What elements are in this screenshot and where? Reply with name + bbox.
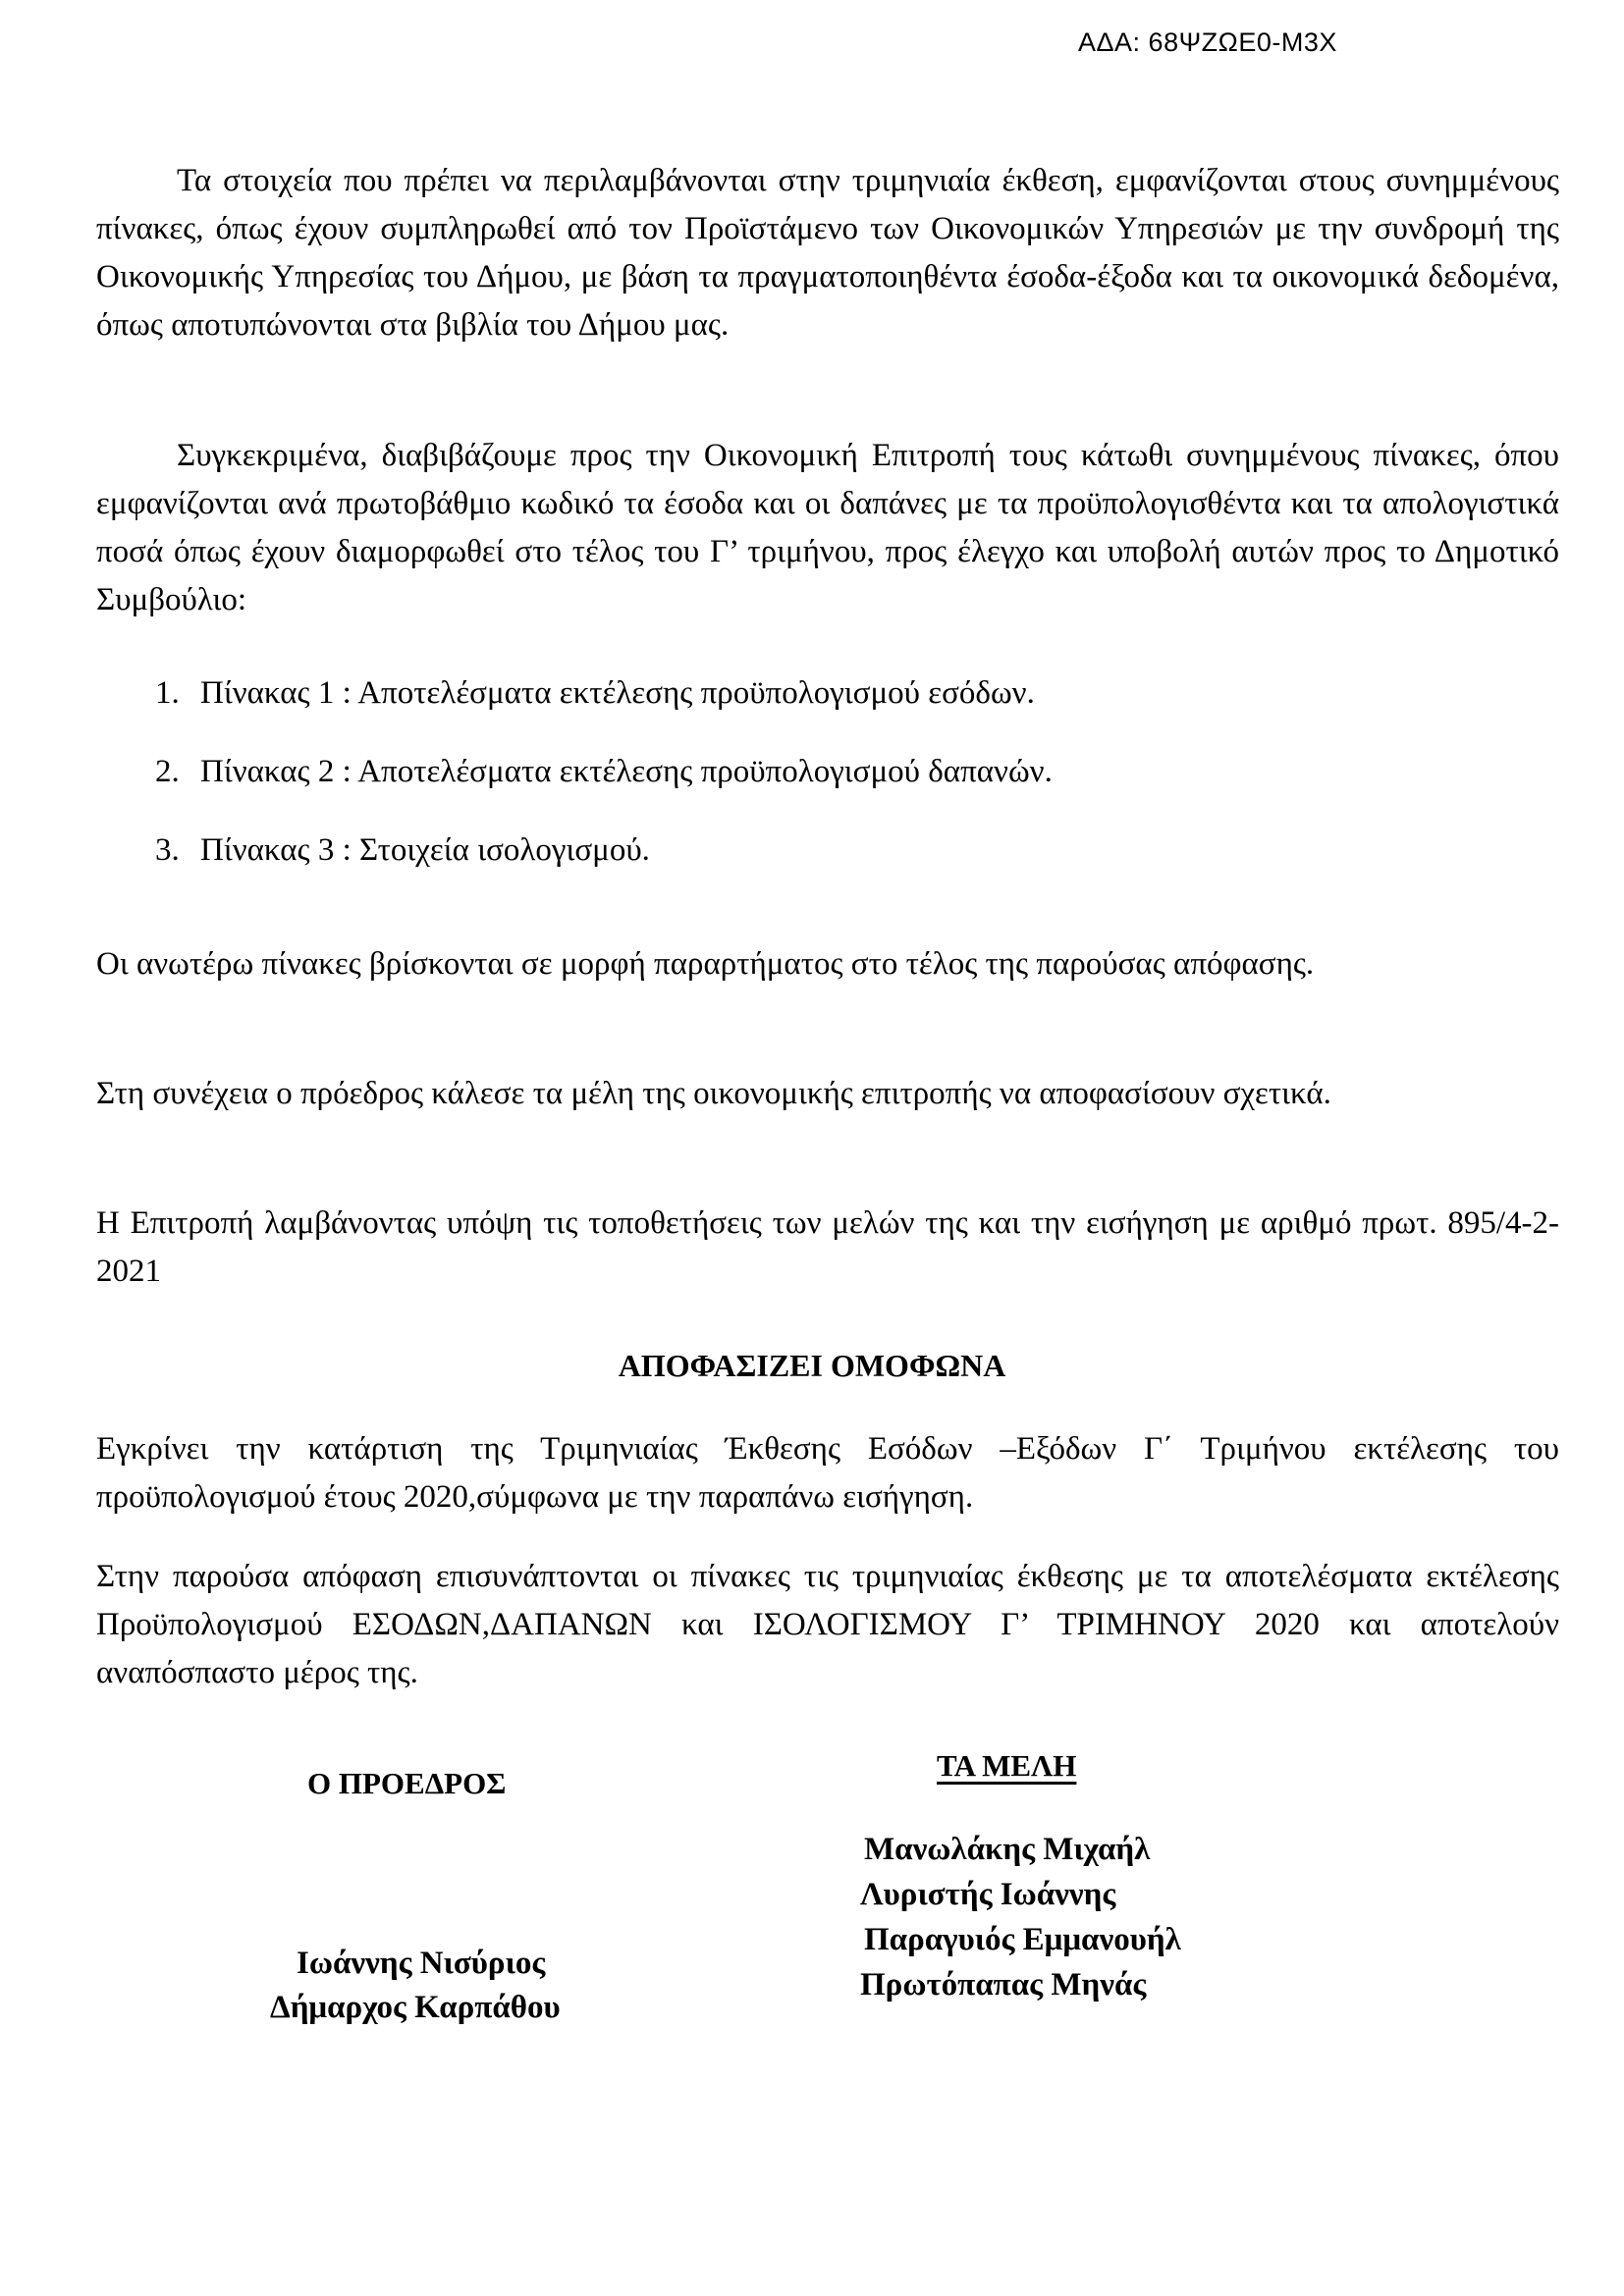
paragraph-attachments: Στην παρούσα απόφαση επισυνάπτονται οι πίνακες τις τριμηνιαίας έκθεσης με τα αποτελέσματα εκτέλεσης Προϋπολογισμού ΕΣΟΔΩΝ,ΔΑΠΑΝΩΝ και ΙΣΟΛΟΓΙΣΜΟΥ Γ’ ΤΡΙΜΗΝΟΥ 2020 και αποτελούν αναπόσπαστο μέρος της. (96, 1559, 1559, 1690)
list-item-text: Πίνακας 3 : Στοιχεία ισολογισμού. (200, 832, 650, 868)
list-item-number: 2. (155, 754, 180, 789)
list-item (155, 748, 1053, 827)
list-item-number: 1. (155, 675, 180, 711)
paragraph-appendix-note: Οι ανωτέρω πίνακες βρίσκονται σε μορφή παραρτήματος στο τέλος της παρούσας απόφασης. (96, 946, 1315, 982)
president-role: Δήμαρχος Καρπάθου (270, 1990, 561, 2025)
paragraph-approval: Εγκρίνει την κατάρτιση της Τριμηνιαίας Έκθεσης Εσόδων –Εξόδων Γ΄ Τριμήνου εκτέλεσης του προϋπολογισμού έτους 2020,σύμφωνα με την παραπάνω εισήγηση. (96, 1431, 1559, 1515)
list-item-text: Πίνακας 1 : Αποτελέσματα εκτέλεσης προϋπολογισμού εσόδων. (200, 675, 1035, 711)
paragraph-committee-considering: Η Επιτροπή λαμβάνοντας υπόψη τις τοποθετήσεις των μελών της και την εισήγηση με αριθμό πρωτ. 895/4-2-2021 (96, 1205, 1559, 1289)
tables-list (155, 669, 1053, 905)
president-name: Ιωάννης Νισύριος (297, 1946, 546, 1981)
member-name: Μανωλάκης Μιχαήλ (864, 1832, 1151, 1867)
members-title: ΤΑ ΜΕΛΗ (937, 1748, 1077, 1783)
paragraph-tables-forwarded: Συγκεκριμένα, διαβιβάζουμε προς την Οικονομική Επιτροπή τους κάτωθι συνημμένους πίνακες, όπου εμφανίζονται ανά πρωτοβάθμιο κωδικό τα έσοδα και οι δαπάνες με τα προϋπολογισθέντα και τα απολογιστικά ποσά όπως έχουν διαμορφωθεί στο τέλος του Γ’ τριμήνου, προς έλεγχο και υποβολή αυτών προς το Δημοτικό Συμβούλιο: (96, 438, 1559, 617)
list-item-number: 3. (155, 832, 180, 868)
list-item (155, 669, 1053, 748)
paragraph-quarterly-report-contents: Τα στοιχεία που πρέπει να περιλαμβάνονται στην τριμηνιαία έκθεση, εμφανίζονται στους συνημμένους πίνακες, όπως έχουν συμπληρωθεί από τον Προϊστάμενο των Οικονομικών Υπηρεσιών με την συνδρομή της Οικονομικής Υπηρεσίας του Δήμου, με βάση τα πραγματοποιηθέντα έσοδα-έξοδα και τα οικονομικά δεδομένα, όπως αποτυπώνονται στα βιβλία του Δήμου μας. (96, 163, 1559, 343)
ada-code: ΑΔΑ: 68ΨΖΩΕ0-Μ3Χ (1078, 27, 1337, 57)
member-name: Παραγυιός Εμμανουήλ (864, 1922, 1181, 1957)
list-item (155, 827, 1053, 905)
list-item-text: Πίνακας 2 : Αποτελέσματα εκτέλεσης προϋπολογισμού δαπανών. (200, 754, 1053, 789)
decision-heading: ΑΠΟΦΑΣΙΖΕΙ ΟΜΟΦΩΝΑ (618, 1348, 1006, 1383)
president-title: Ο ΠΡΟΕΔΡΟΣ (307, 1766, 507, 1800)
paragraph-chairman-call: Στη συνέχεια ο πρόεδρος κάλεσε τα μέλη της οικονομικής επιτροπής να αποφασίσουν σχετικά. (96, 1076, 1331, 1111)
member-name: Λυριστής Ιωάννης (860, 1877, 1116, 1912)
member-name: Πρωτόπαπας Μηνάς (860, 1967, 1147, 2002)
